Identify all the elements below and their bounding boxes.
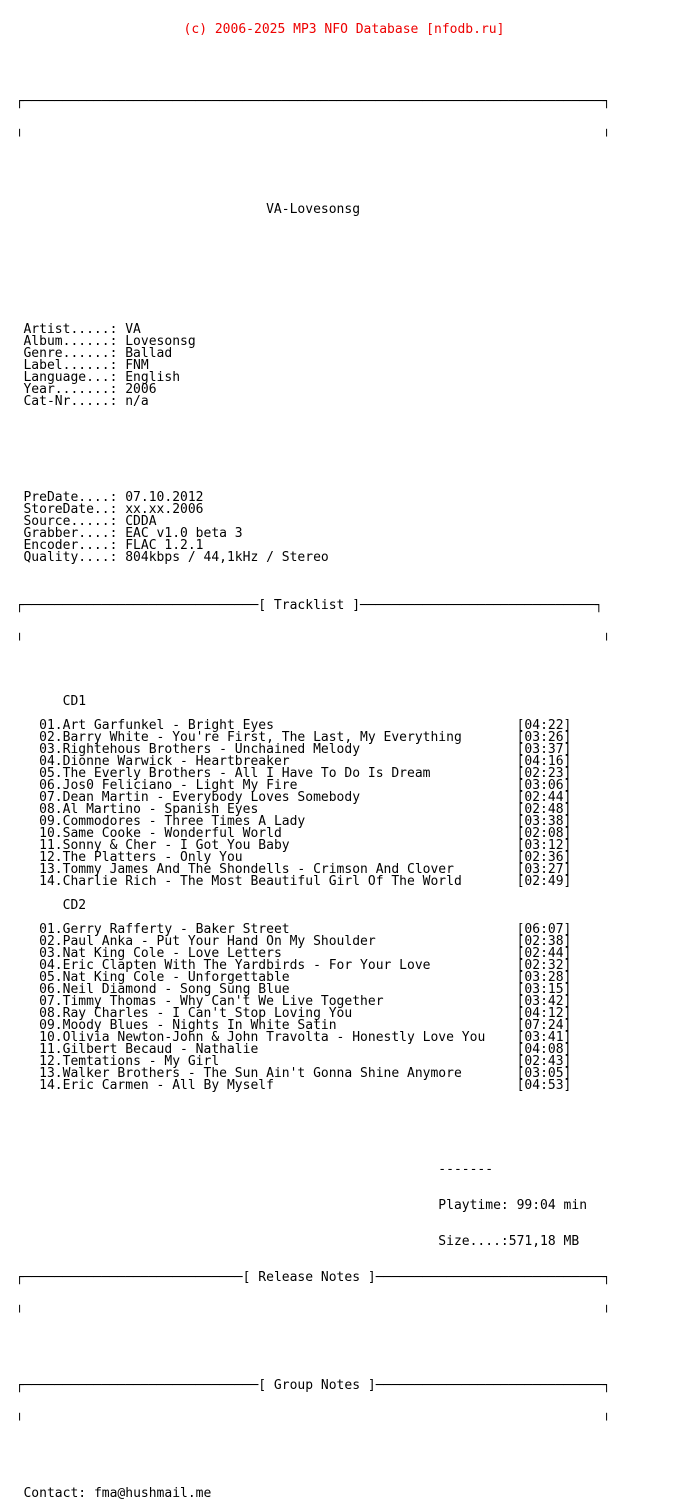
track-title: Dean Martin - Everybody Loves Somebody bbox=[62, 790, 361, 805]
track-duration: [04:22] bbox=[516, 718, 572, 733]
info-key: Year....... bbox=[23, 382, 110, 397]
info-value: 804kbps / 44,1kHz / Stereo bbox=[125, 550, 329, 565]
track-duration: [02:08] bbox=[516, 826, 572, 841]
track-duration: [03:27] bbox=[516, 862, 572, 877]
info-row: Genre......: Ballad bbox=[23, 346, 173, 361]
size-label: Size....: bbox=[438, 1234, 509, 1249]
info-key: Quality.... bbox=[23, 550, 110, 565]
track-title: Timmy Thomas - Why Can't We Live Together bbox=[62, 994, 384, 1009]
track-number: 13. bbox=[39, 862, 63, 877]
track-number: 12. bbox=[39, 850, 63, 865]
track-number: 02. bbox=[39, 934, 63, 949]
info-key: Language... bbox=[23, 370, 110, 385]
info-row: Album......: Lovesonsg bbox=[23, 334, 196, 349]
playtime-label: Playtime: bbox=[438, 1198, 509, 1213]
track-title: Nat King Cole - Unforgettable bbox=[62, 970, 290, 985]
info-value: VA bbox=[125, 322, 141, 337]
track-duration: [03:38] bbox=[516, 814, 572, 829]
track-duration: [03:05] bbox=[516, 1066, 572, 1081]
info-row: Language...: English bbox=[23, 370, 181, 385]
track-duration: [02:44] bbox=[516, 946, 572, 961]
track-duration: [03:28] bbox=[516, 970, 572, 985]
track-title: Al Martino - Spanish Eyes bbox=[62, 802, 259, 817]
tracklist-title: [ Tracklist ] bbox=[258, 598, 361, 613]
info-key: Grabber.... bbox=[23, 526, 110, 541]
track-title: Jos0 Feliciano - Light My Fire bbox=[62, 778, 298, 793]
info-key: Artist..... bbox=[23, 322, 110, 337]
info-value: n/a bbox=[125, 394, 149, 409]
track-number: 13. bbox=[39, 1066, 63, 1081]
track-number: 01. bbox=[39, 718, 63, 733]
track-duration: [03:42] bbox=[516, 994, 572, 1009]
info-value: CDDA bbox=[125, 514, 157, 529]
track-duration: [02:32] bbox=[516, 958, 572, 973]
track-duration: [06:07] bbox=[516, 922, 572, 937]
track-duration: [02:49] bbox=[516, 874, 572, 889]
summary-separator: ------- bbox=[438, 1162, 494, 1177]
rip-row: Grabber....: EAC v1.0 beta 3 bbox=[23, 526, 243, 541]
info-value: FLAC 1.2.1 bbox=[125, 538, 204, 553]
track-title: The Everly Brothers - All I Have To Do Is Dream bbox=[62, 766, 431, 781]
track-number: 14. bbox=[39, 1078, 63, 1093]
track-duration: [03:37] bbox=[516, 742, 572, 757]
release-info bbox=[0, 324, 688, 408]
group-notes-title: [ Group Notes ] bbox=[258, 1378, 376, 1393]
track-duration: [07:24] bbox=[516, 1018, 572, 1033]
track-title: Art Garfunkel - Bright Eyes bbox=[62, 718, 274, 733]
playtime-value: 99:04 min bbox=[516, 1198, 588, 1213]
contact-email: fma@hushmail.me bbox=[93, 1486, 212, 1501]
info-row: Year.......: 2006 bbox=[23, 382, 157, 397]
info-value: 2006 bbox=[125, 382, 157, 397]
track-number: 02. bbox=[39, 730, 63, 745]
track-number: 07. bbox=[39, 790, 63, 805]
track-title: The Platters - Only You bbox=[62, 850, 243, 865]
track-title: Temtations - My Girl bbox=[62, 1054, 220, 1069]
track-title: Gilbert Becaud - Nathalie bbox=[62, 1042, 259, 1057]
release-notes-title: [ Release Notes ] bbox=[242, 1270, 376, 1285]
rip-row: Encoder....: FLAC 1.2.1 bbox=[23, 538, 204, 553]
info-row: Artist.....: VA bbox=[23, 322, 141, 337]
track-number: 01. bbox=[39, 922, 63, 937]
cd-label-text: CD2 bbox=[62, 898, 87, 913]
track-number: 07. bbox=[39, 994, 63, 1009]
track-title: Walker Brothers - The Sun Ain't Gonna Shine Anymore bbox=[62, 1066, 462, 1081]
track-title: Paul Anka - Put Your Hand On My Shoulder bbox=[62, 934, 376, 949]
contact-label: Contact: bbox=[23, 1486, 87, 1501]
track-title: Charlie Rich - The Most Beautiful Girl Of The World bbox=[62, 874, 462, 889]
rip-row: Source.....: CDDA bbox=[23, 514, 157, 529]
track-number: 06. bbox=[39, 982, 63, 997]
top-frame-border: ┌──────────────────────────────────────────────────────────────────────────┐ bbox=[0, 94, 611, 109]
info-key: Encoder.... bbox=[23, 538, 110, 553]
track-number: 09. bbox=[39, 1018, 63, 1033]
track-duration: [03:06] bbox=[516, 778, 572, 793]
track-duration: [02:38] bbox=[516, 934, 572, 949]
track-title: Sonny & Cher - I Got You Baby bbox=[62, 838, 290, 853]
info-key: PreDate.... bbox=[23, 490, 110, 505]
track-number: 05. bbox=[39, 766, 63, 781]
track-number: 08. bbox=[39, 1006, 63, 1021]
track-duration: [04:16] bbox=[516, 754, 572, 769]
track-title: Barry White - You're First, The Last, My Everything bbox=[62, 730, 462, 745]
info-key: Label...... bbox=[23, 358, 110, 373]
track-duration: [04:12] bbox=[516, 1006, 572, 1021]
nfodb-banner: (c) 2006-2025 MP3 NFO Database [nfodb.ru] bbox=[183, 22, 505, 37]
track-number: 03. bbox=[39, 946, 63, 961]
track-row bbox=[0, 876, 688, 888]
size-value: 571,18 MB bbox=[508, 1234, 580, 1249]
track-duration: [03:26] bbox=[516, 730, 572, 745]
track-title: Tommy James And The Shondells - Crimson And Clover bbox=[62, 862, 454, 877]
release-title: VA-Lovesonsg bbox=[266, 202, 361, 217]
track-title: Olivia Newton-John & John Travolta - Honestly Love You bbox=[62, 1030, 486, 1045]
track-duration: [04:53] bbox=[516, 1078, 572, 1093]
track-title: Eric Carmen - All By Myself bbox=[62, 1078, 274, 1093]
track-title: Eric Clapten With The Yardbirds - For Your Love bbox=[62, 958, 431, 973]
info-key: Album...... bbox=[23, 334, 110, 349]
cd-label bbox=[0, 900, 688, 912]
info-value: xx.xx.2006 bbox=[125, 502, 204, 517]
track-number: 04. bbox=[39, 754, 63, 769]
track-number: 08. bbox=[39, 802, 63, 817]
tracklist-header: ┌──────────────────────────────[ Tracklist ]──────────────────────────────┐ bbox=[0, 598, 603, 613]
track-title: Same Cooke - Wonderful World bbox=[62, 826, 282, 841]
track-duration: [02:44] bbox=[516, 790, 572, 805]
info-key: Source..... bbox=[23, 514, 110, 529]
cd-label bbox=[0, 696, 688, 708]
track-number: 05. bbox=[39, 970, 63, 985]
track-number: 11. bbox=[39, 838, 63, 853]
track-row bbox=[0, 1080, 688, 1092]
track-title: Dionne Warwick - Heartbreaker bbox=[62, 754, 290, 769]
cd-label-text: CD1 bbox=[62, 694, 87, 709]
rip-row: PreDate....: 07.10.2012 bbox=[23, 490, 204, 505]
info-value: FNM bbox=[125, 358, 149, 373]
track-number: 14. bbox=[39, 874, 63, 889]
info-value: 07.10.2012 bbox=[125, 490, 204, 505]
track-title: Nat King Cole - Love Letters bbox=[62, 946, 282, 961]
track-number: 09. bbox=[39, 814, 63, 829]
rip-row: Quality....: 804kbps / 44,1kHz / Stereo bbox=[23, 550, 329, 565]
track-title: Ray Charles - I Can't Stop Loving You bbox=[62, 1006, 353, 1021]
info-value: English bbox=[125, 370, 181, 385]
track-number: 03. bbox=[39, 742, 63, 757]
track-duration: [04:08] bbox=[516, 1042, 572, 1057]
track-number: 06. bbox=[39, 778, 63, 793]
track-title: Gerry Rafferty - Baker Street bbox=[62, 922, 290, 937]
track-title: Rightehous Brothers - Unchained Melody bbox=[62, 742, 361, 757]
info-key: Genre...... bbox=[23, 346, 110, 361]
track-number: 04. bbox=[39, 958, 63, 973]
track-title: Moody Blues - Nights In White Satin bbox=[62, 1018, 337, 1033]
track-duration: [02:48] bbox=[516, 802, 572, 817]
track-number: 12. bbox=[39, 1054, 63, 1069]
track-duration: [03:41] bbox=[516, 1030, 572, 1045]
info-value: Ballad bbox=[125, 346, 173, 361]
info-value: EAC v1.0 beta 3 bbox=[125, 526, 243, 541]
group-notes-header: ┌──────────────────────────────[ Group Notes ]─────────────────────────────┐ bbox=[0, 1378, 611, 1393]
info-row: Label......: FNM bbox=[23, 358, 149, 373]
tracklist bbox=[0, 684, 688, 1092]
track-number: 10. bbox=[39, 1030, 63, 1045]
track-title: Commodores - Three Times A Lady bbox=[62, 814, 306, 829]
rip-info bbox=[0, 492, 688, 564]
rip-row: StoreDate..: xx.xx.2006 bbox=[23, 502, 204, 517]
track-number: 10. bbox=[39, 826, 63, 841]
info-key: Cat-Nr..... bbox=[23, 394, 110, 409]
track-duration: [02:23] bbox=[516, 766, 572, 781]
track-duration: [03:15] bbox=[516, 982, 572, 997]
info-row: Cat-Nr.....: n/a bbox=[23, 394, 149, 409]
track-title: Neil Diamond - Song Sung Blue bbox=[62, 982, 290, 997]
info-value: Lovesonsg bbox=[125, 334, 196, 349]
nfo-document: (c) 2006-2025 MP3 NFO Database [nfodb.ru] ┌──────────────────────────────────────────────────────────────────────────┐ ╵ ╵ VA-Lovesonsg Artist.....: VA Album......: Lovesonsg Genre......: Ballad Label......: FNM Language...: English Year.......: 2006 Cat-Nr.....: n/a PreDate....: 07.10.2012 StoreDate..: xx.xx.2006 Source.....: CDDA Grabber....: EAC v1.0 beta 3 Encoder....: FLAC 1.2.1 Quality....: 804kbps / 44,1kHz / Stereo ┌──────────────────────────────[ Tracklist ]──────────────────────────────┐ ╵ ╵ CD1 01.Art Garfunkel - Bright Eyes [04:22] 02.Barry White - You're First, The Last, My Everything [03:26] 03.Rightehous Brothers - Unchained Melody [03:37] 04.Dionne Warwick - Heartbreaker [04:16] 05.The Everly Brothers - All I Have To Do Is Dream [02:23] 06.Jos0 Feliciano - Light My Fire [03:06] 07.Dean Martin - Everybody Loves Somebody [02:44] 08.Al Martino - Spanish Eyes [02:48] 09.Commodores - Three Times A Lady [03:38] 10.Same Cooke - Wonderful World [02:08] 11.Sonny & Cher - I Got You Baby [03:12] 12.The Platters - Only You [02:36] 13.Tommy James And The Shondells - Crimson And Clover [03:27] 14.Charlie Rich - The Most Beautiful Girl Of The World [02:49] CD2 01.Gerry Rafferty - Baker Street [06:07] 02.Paul Anka - Put Your Hand On My Shoulder [02:38] 03.Nat King Cole - Love Letters [02:44] 04.Eric Clapten With The Yardbirds - For Your Love [02:32] 05.Nat King Cole - Unforgettable [03:28] 06.Neil Diamond - Song Sung Blue [03:15] 07.Timmy Thomas - Why Can't We Live Together [03:42] 08.Ray Charles - I Can't Stop Loving You [04:12] 09.Moody Blues - Nights In White Satin [07:24] 10.Olivia Newton-John & John Travolta - Honestly Love You [03:41] 11.Gilbert Becaud - Nathalie [04:08] 12.Temtations - My Girl [02:43] 13.Walker Brothers - The Sun Ain't Gonna Shine Anymore [03:05] 14.Eric Carmen - All By Myself [04:53] ------- Playtime: 99:04 min Size....:571,18 MB ┌────────────────────────────[ Release Notes ]─────────────────────────────┐ ╵ ╵ ┌──────────────────────────────[ Group Notes ]─────────────────────────────┐ ╵ ╵ Contact: fma@hushmail.me bbox=[0, 0, 688, 1512]
release-notes-header: ┌────────────────────────────[ Release Notes ]─────────────────────────────┐ bbox=[0, 1270, 611, 1285]
track-duration: [02:36] bbox=[516, 850, 572, 865]
track-duration: [03:12] bbox=[516, 838, 572, 853]
track-duration: [02:43] bbox=[516, 1054, 572, 1069]
info-key: StoreDate.. bbox=[23, 502, 110, 517]
track-number: 11. bbox=[39, 1042, 63, 1057]
